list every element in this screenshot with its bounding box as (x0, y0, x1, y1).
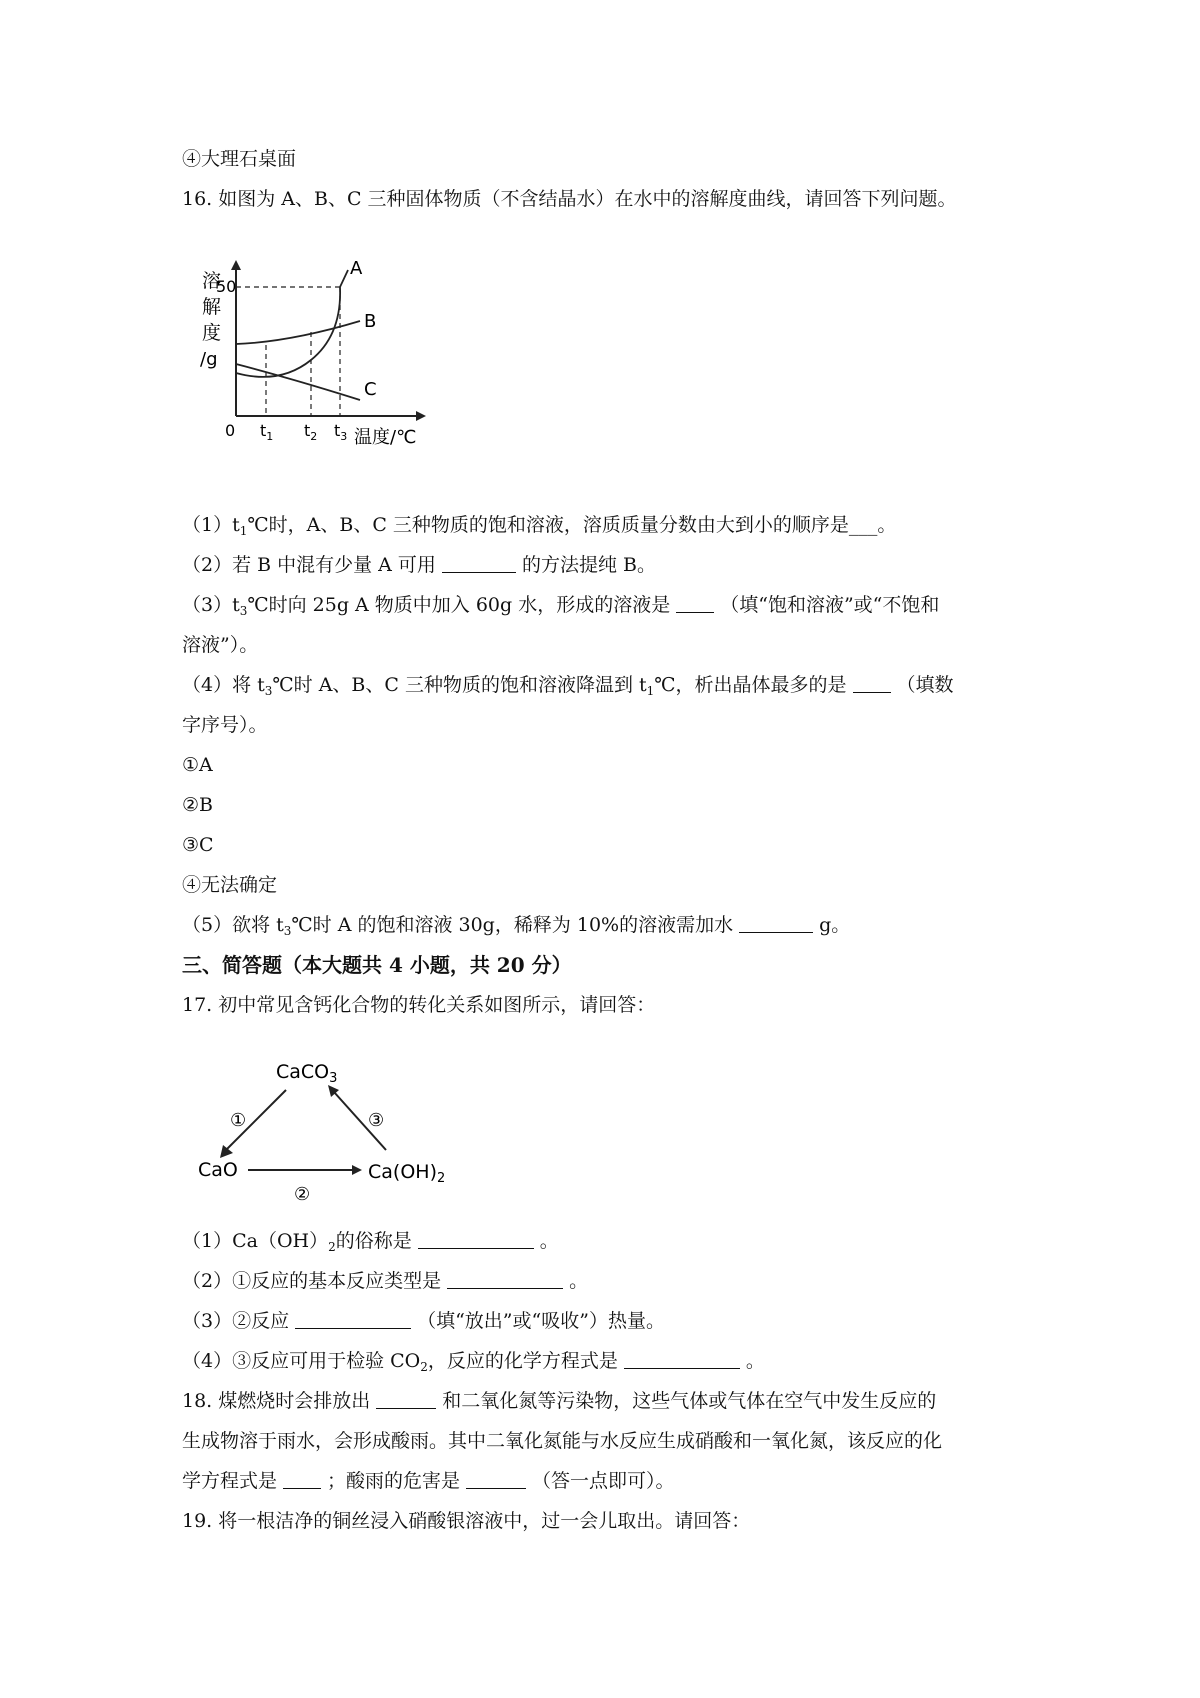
curve-B (236, 321, 360, 344)
q16-stem: 16. 如图为 A、B、C 三种固体物质（不含结晶水）在水中的溶解度曲线，请回答下列问题。 (182, 188, 957, 210)
ylabel-char-4: /g (200, 349, 218, 370)
answer-blank (447, 1270, 563, 1289)
q16-part-4-line-2: 字序号）。 (182, 714, 268, 736)
curve-A (236, 270, 348, 377)
x-tick-t2: $t_2$ (304, 421, 318, 443)
node-caco3: CaCO$_3$ (276, 1061, 338, 1086)
node-cao: CaO (198, 1159, 238, 1181)
q16-part-1: $(1)t_1℃$时，A、B、C 三种物质的饱和溶液，溶质质量分数由大到小的顺序是___。 (182, 514, 897, 538)
section-3-title: 三、简答题（本大题共 4 小题，共 20 分） (182, 953, 572, 977)
q17-stem: 17. 初中常见含钙化合物的转化关系如图所示，请回答： (182, 994, 656, 1016)
ylabel-char-1: 溶 (202, 270, 222, 292)
y-axis-arrow (231, 260, 241, 270)
label-B: B (364, 311, 377, 332)
answer-blank (624, 1350, 740, 1369)
x-tick-t1: $t_1$ (260, 421, 274, 443)
q16-option-2: ②B (182, 794, 213, 816)
q16-option-1: ①A (182, 754, 213, 776)
ylabel-char-3: 度 (202, 322, 222, 344)
arrow-1-label: ① (230, 1110, 247, 1131)
q15-option-4: ④大理石桌面 (182, 148, 297, 170)
x-axis-label: 温度/℃ (354, 427, 417, 448)
answer-blank (676, 594, 714, 613)
q17-part-4: （4）③反应可用于检验 $CO_2$，反应的化学方程式是 。 (182, 1350, 765, 1374)
q18-line-1: 18. 煤燃烧时会排放出 和二氧化氮等污染物，这些气体或气体在空气中发生反应的 (182, 1390, 937, 1412)
q16-part-5: （5）欲将 $t_3℃$时 A 的饱和溶液 30g，稀释为 10%的溶液需加水 g。 (182, 914, 851, 938)
x-tick-t3: $t_3$ (334, 421, 348, 443)
solubility-curve-chart (180, 260, 480, 495)
answer-blank (376, 1390, 436, 1409)
node-caoh2: $Ca(OH)_2$ (368, 1161, 446, 1186)
answer-blank (442, 554, 516, 573)
q17-part-1: $(1)Ca(OH)_2$的俗称是 。 (182, 1230, 559, 1254)
ylabel-char-2: 解 (202, 296, 222, 318)
label-A: A (350, 260, 363, 279)
q16-option-3: ③C (182, 834, 214, 856)
q16-part-3-line-2: 溶液”）。 (182, 634, 259, 656)
answer-blank (466, 1470, 526, 1489)
arrow-1-head (220, 1145, 233, 1158)
answer-blank (418, 1230, 534, 1249)
answer-blank (295, 1310, 411, 1329)
q16-part-2: （2）若 B 中混有少量 A 可用 的方法提纯 B。 (182, 554, 656, 576)
x-axis-arrow (416, 411, 426, 421)
arrow-3-label: ③ (368, 1110, 385, 1131)
q16-part-4-line-1: （4）将 $t_3℃$时 A、B、C 三种物质的饱和溶液降温到 $t_1℃$，析出晶体最多的是 （填数 (182, 674, 954, 698)
arrow-2-label: ② (294, 1184, 311, 1205)
q19-stem: 19. 将一根洁净的铜丝浸入硝酸银溶液中，过一会儿取出。请回答： (182, 1510, 751, 1532)
q17-part-3: （3）②反应 （填“放出”或“吸收”）热量。 (182, 1310, 665, 1332)
calcium-cycle-diagram (190, 1050, 450, 1210)
q17-part-2: （2）①反应的基本反应类型是 。 (182, 1270, 589, 1292)
q18-line-3: 学方程式是 ；酸雨的危害是 （答一点即可）。 (182, 1470, 675, 1492)
answer-blank (739, 914, 813, 933)
y-tick-50: 50 (216, 277, 237, 296)
x-origin: 0 (225, 421, 236, 440)
q18-line-2: 生成物溶于雨水，会形成酸雨。其中二氧化氮能与水反应生成硝酸和一氧化氮，该反应的化 (182, 1430, 943, 1452)
label-C: C (364, 379, 377, 400)
q16-option-4: ④无法确定 (182, 874, 278, 896)
answer-blank (853, 674, 891, 693)
answer-blank (283, 1470, 321, 1489)
q16-part-3-line-1: $(3)t_3℃$时向 25g A 物质中加入 60g 水，形成的溶液是 （填“饱和溶液”或“不饱和 (182, 594, 940, 618)
arrow-2-head (352, 1165, 362, 1175)
